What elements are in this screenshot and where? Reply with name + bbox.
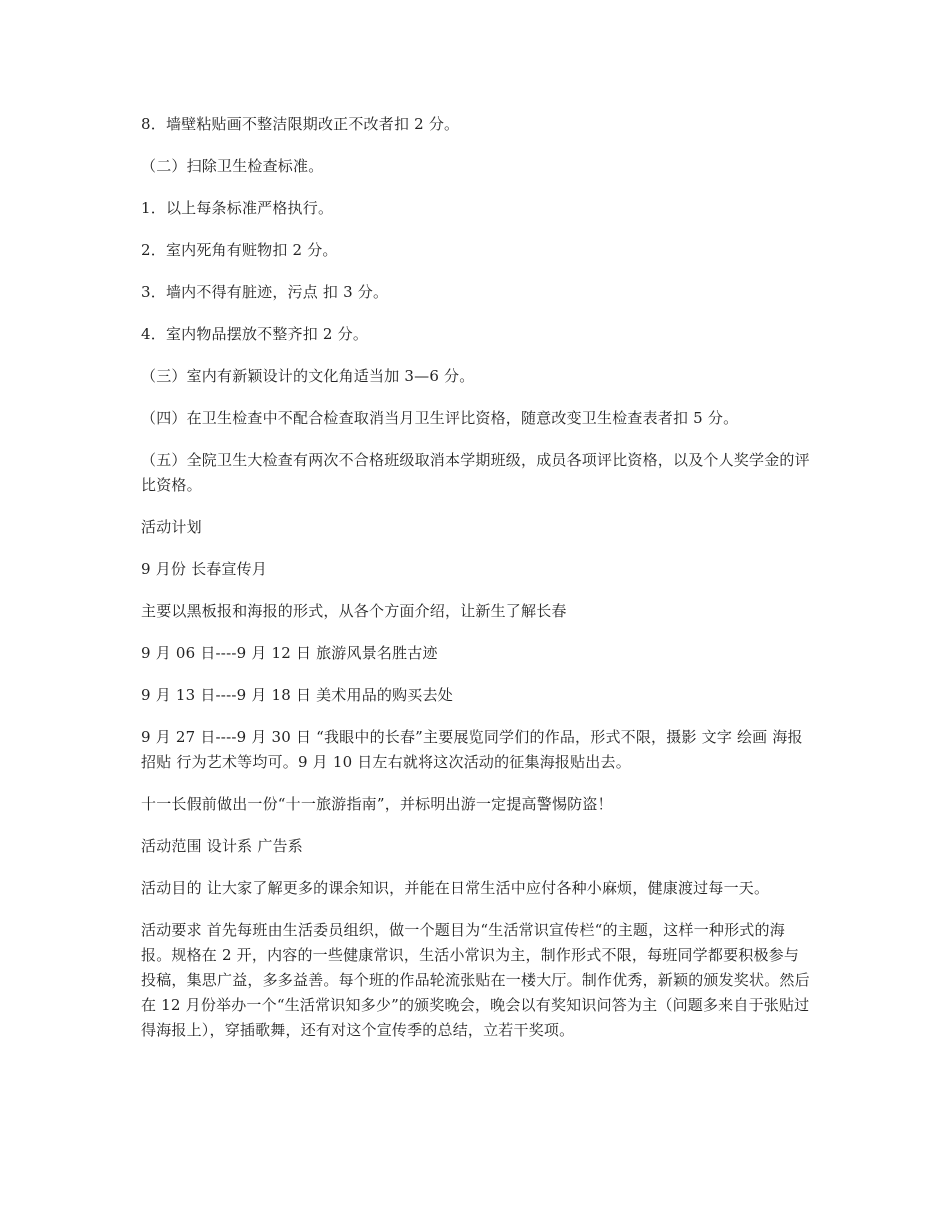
section-heading: （二）扫除卫生检查标准。	[141, 157, 324, 175]
paragraph: 2．室内死角有赃物扣 2 分。	[141, 241, 338, 259]
paragraph: 3．墙内不得有脏迹，污点 扣 3 分。	[141, 283, 389, 301]
paragraph: 9 月 06 日----9 月 12 日 旅游风景名胜古迹	[141, 644, 438, 662]
paragraph: 活动要求 首先每班由生活委员组织，做一个题目为“生活常识宣传栏“的主题，这样一种形式的海报。规格在 2 开，内容的一些健康常识，生活小常识为主，制作形式不限，每班同学都要积极参与投稿，集思广益，多多益善。每个班的作品轮流张贴在一楼大厅。制作优秀，新颖的颁发奖状。然后在 12 月份举办一个“生活常识知多少”的颁奖晚会，晚会以有奖知识问答为主（问题多来自于张贴过得海报上），穿插歌舞，还有对这个宣传季的总结，立若干奖项。	[141, 921, 810, 1039]
paragraph: 活动目的 让大家了解更多的课余知识，并能在日常生活中应付各种小麻烦，健康渡过每一天。	[141, 879, 770, 897]
paragraph: （四）在卫生检查中不配合检查取消当月卫生评比资格，随意改变卫生检查表者扣 5 分。	[141, 409, 739, 427]
paragraph: 9 月 27 日----9 月 30 日 “我眼中的长春”主要展览同学们的作品，形式不限，摄影 文字 绘画 海报 招贴 行为艺术等均可。9 月 10 日左右就将这次活动的征集海报贴出去。	[141, 728, 803, 771]
paragraph: 4．室内物品摆放不整齐扣 2 分。	[141, 325, 369, 343]
paragraph: （五）全院卫生大检查有两次不合格班级取消本学期班级，成员各项评比资格，以及个人奖学金的评比资格。	[141, 451, 810, 494]
paragraph: 9 月 13 日----9 月 18 日 美术用品的购买去处	[141, 686, 453, 704]
paragraph: 活动范围 设计系 广告系	[141, 837, 303, 855]
paragraph: 十一长假前做出一份“十一旅游指南”，并标明出游一定提高警惕防盗！	[141, 795, 613, 813]
section-heading: 活动计划	[141, 518, 202, 536]
document-page	[141, 112, 813, 1060]
paragraph: 主要以黑板报和海报的形式，从各个方面介绍，让新生了解长春	[141, 602, 567, 620]
paragraph: 1．以上每条标准严格执行。	[141, 199, 334, 217]
paragraph: 9 月份 长春宣传月	[141, 560, 268, 578]
paragraph: 8．墙壁粘贴画不整洁限期改正不改者扣 2 分。	[141, 115, 460, 133]
paragraph: （三）室内有新颖设计的文化角适当加 3—6 分。	[141, 367, 475, 385]
